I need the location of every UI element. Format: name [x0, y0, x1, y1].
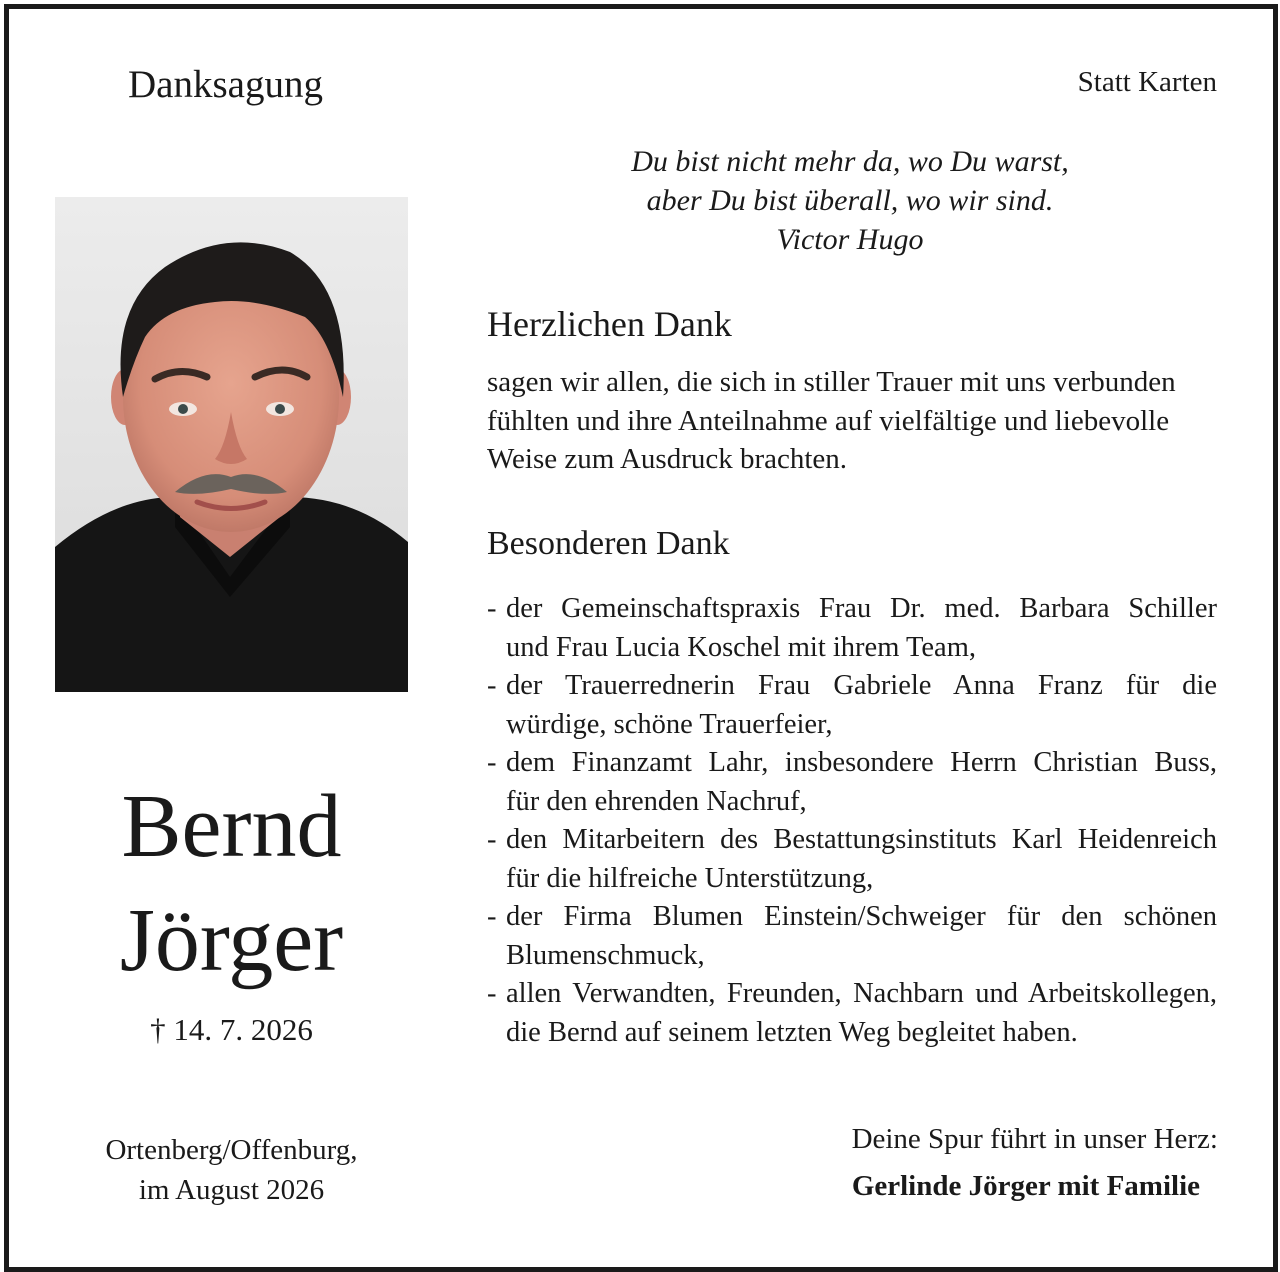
closing-line: Deine Spur führt in unser Herz: [851, 1123, 1218, 1155]
notice-title: Danksagung [128, 63, 323, 106]
place-date [55, 1130, 408, 1210]
list-item [487, 667, 1217, 744]
list-item-line: dem Finanzamt Lahr, insbesondere Herrn Christian Buss, [506, 747, 1217, 778]
thanks-heading: Herzlichen Dank [487, 304, 732, 344]
statt-karten-label: Statt Karten [1077, 66, 1217, 98]
quote-author: Victor Hugo [776, 223, 924, 256]
thanks-line: fühlten und ihre Anteilnahme auf vielfältige und liebevolle [487, 404, 1170, 437]
quote-line: aber Du bist überall, wo wir sind. [646, 184, 1054, 217]
special-thanks-list [487, 590, 1217, 1052]
list-item-line: allen Verwandten, Freunden, Nachbarn und Arbeitskollegen, [506, 978, 1217, 1009]
list-item [487, 590, 1217, 667]
list-bullet: - [487, 901, 497, 932]
death-date: † 14. 7. 2026 [150, 1012, 313, 1047]
list-bullet: - [487, 824, 497, 855]
list-bullet: - [487, 670, 497, 701]
list-bullet: - [487, 978, 497, 1009]
list-item-line: und Frau Lucia Koschel mit ihrem Team, [506, 631, 976, 663]
list-item [487, 821, 1217, 898]
quote-block [485, 142, 1215, 259]
special-thanks-heading: Besonderen Dank [487, 525, 730, 562]
list-item-line: der Gemeinschaftspraxis Frau Dr. med. Barbara Schiller [506, 593, 1217, 624]
list-item [487, 744, 1217, 821]
place-line: Ortenberg/Offenburg, [105, 1134, 358, 1166]
family-signature: Gerlinde Jörger mit Familie [851, 1170, 1200, 1202]
deceased-last-name: Jörger [119, 891, 344, 990]
list-item-line: würdige, schöne Trauerfeier, [506, 708, 833, 740]
portrait-photo [55, 197, 408, 692]
list-item-line: der Firma Blumen Einstein/Schweiger für den schönen [506, 901, 1217, 932]
list-item [487, 898, 1217, 975]
list-item-line: den Mitarbeitern des Bestattungsinstituts Karl Heidenreich [506, 824, 1217, 855]
thanks-paragraph [487, 363, 1217, 479]
list-item-line: für die hilfreiche Unterstützung, [506, 862, 874, 894]
quote-line: Du bist nicht mehr da, wo Du warst, [631, 145, 1069, 178]
list-bullet: - [487, 593, 497, 624]
deceased-first-name: Bernd [121, 777, 342, 876]
thanks-line: sagen wir allen, die sich in stiller Trauer mit uns verbunden [487, 366, 1176, 398]
portrait-icon [55, 197, 408, 692]
list-item-line: der Trauerrednerin Frau Gabriele Anna Franz für die [506, 670, 1217, 701]
list-item-line: für den ehrenden Nachruf, [506, 785, 807, 817]
list-item [487, 975, 1217, 1052]
date-line: im August 2026 [138, 1174, 325, 1206]
list-bullet: - [487, 747, 497, 778]
list-item-line: Blumenschmuck, [506, 939, 705, 971]
thanks-line: Weise zum Ausdruck brachten. [487, 443, 848, 475]
list-item-line: die Bernd auf seinem letzten Weg begleitet haben. [506, 1016, 1078, 1048]
